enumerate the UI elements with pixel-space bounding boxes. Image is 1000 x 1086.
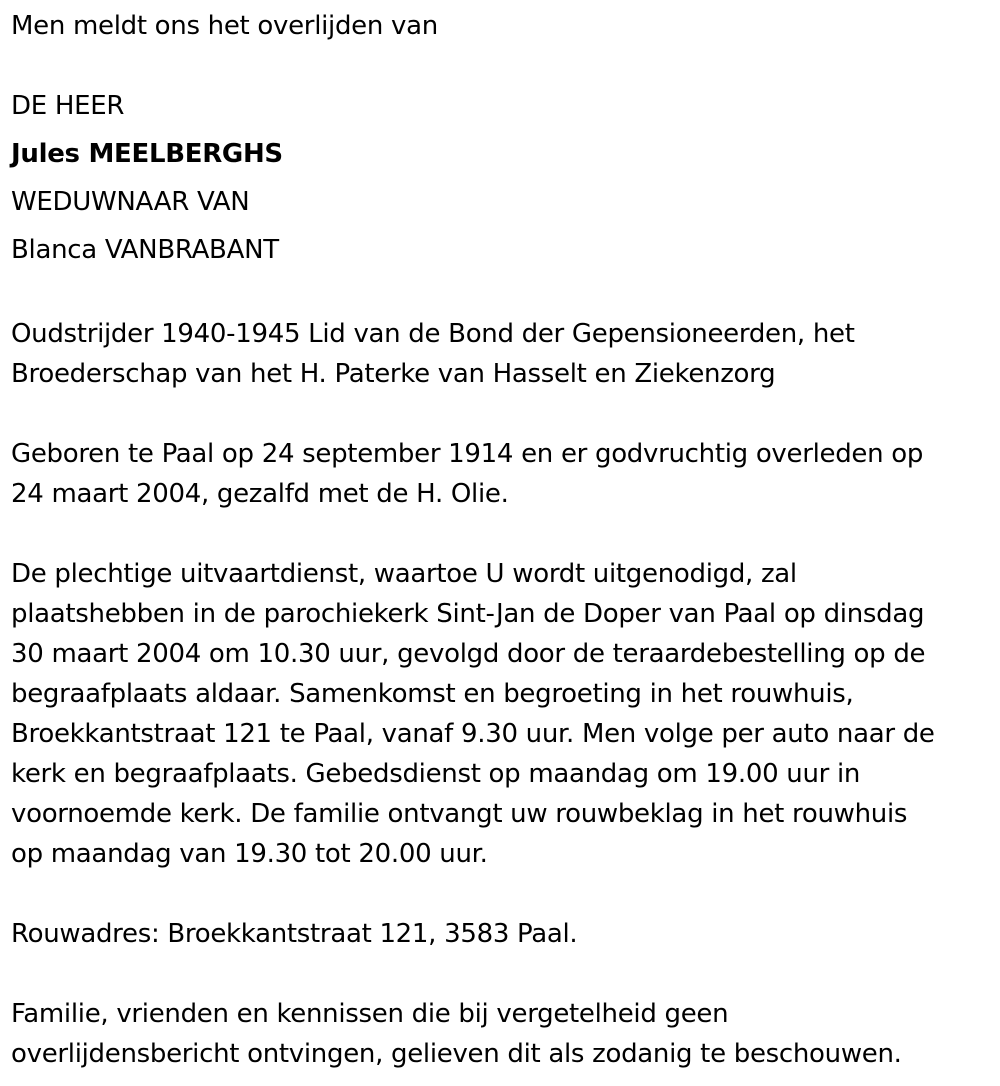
text-line: 24 maart 2004, gezalfd met de H. Olie.: [11, 479, 509, 509]
text-line: plaatshebben in de parochiekerk Sint-Jan de Doper van Paal op dinsdag: [11, 599, 925, 629]
text-line: overlijdensbericht ontvingen, gelieven dit als zodanig te beschouwen.: [11, 1039, 902, 1069]
ceremony-paragraph: [11, 554, 991, 874]
deceased-block: [11, 82, 991, 274]
deceased-name: Jules MEELBERGHS: [11, 139, 283, 169]
text-line: Broederschap van het H. Paterke van Hasselt en Ziekenzorg: [11, 359, 776, 389]
deceased-title: DE HEER: [11, 91, 125, 121]
spacer: [11, 874, 991, 914]
text-line: op maandag van 19.30 tot 20.00 uur.: [11, 839, 488, 869]
deceased-relation: WEDUWNAAR VAN: [11, 187, 250, 217]
text-line: begraafplaats aldaar. Samenkomst en begroeting in het rouwhuis,: [11, 679, 854, 709]
spacer: [11, 274, 991, 314]
text-line: Familie, vrienden en kennissen die bij vergetelheid geen: [11, 999, 729, 1029]
text-line: 30 maart 2004 om 10.30 uur, gevolgd door de teraardebestelling op de: [11, 639, 926, 669]
memberships-paragraph: [11, 314, 991, 394]
mourning-address: Rouwadres: Broekkantstraat 121, 3583 Paal.: [11, 919, 578, 949]
text-line: Geboren te Paal op 24 september 1914 en er godvruchtig overleden op: [11, 439, 924, 469]
spacer: [11, 394, 991, 434]
text-line: Broekkantstraat 121 te Paal, vanaf 9.30 uur. Men volge per auto naar de: [11, 719, 935, 749]
obituary-notice: [11, 6, 991, 1074]
text-line: voornoemde kerk. De familie ontvangt uw rouwbeklag in het rouwhuis: [11, 799, 908, 829]
closing-paragraph: [11, 994, 991, 1074]
birth-death-paragraph: [11, 434, 991, 514]
address-paragraph: [11, 914, 991, 954]
spouse-name: Blanca VANBRABANT: [11, 235, 279, 265]
text-line: Oudstrijder 1940-1945 Lid van de Bond der Gepensioneerden, het: [11, 319, 855, 349]
spacer: [11, 954, 991, 994]
spacer: [11, 514, 991, 554]
text-line: kerk en begraafplaats. Gebedsdienst op maandag om 19.00 uur in: [11, 759, 861, 789]
intro-line: Men meldt ons het overlijden van: [11, 11, 438, 41]
text-line: De plechtige uitvaartdienst, waartoe U wordt uitgenodigd, zal: [11, 559, 797, 589]
spacer: [11, 46, 991, 86]
intro-text: [11, 6, 991, 46]
